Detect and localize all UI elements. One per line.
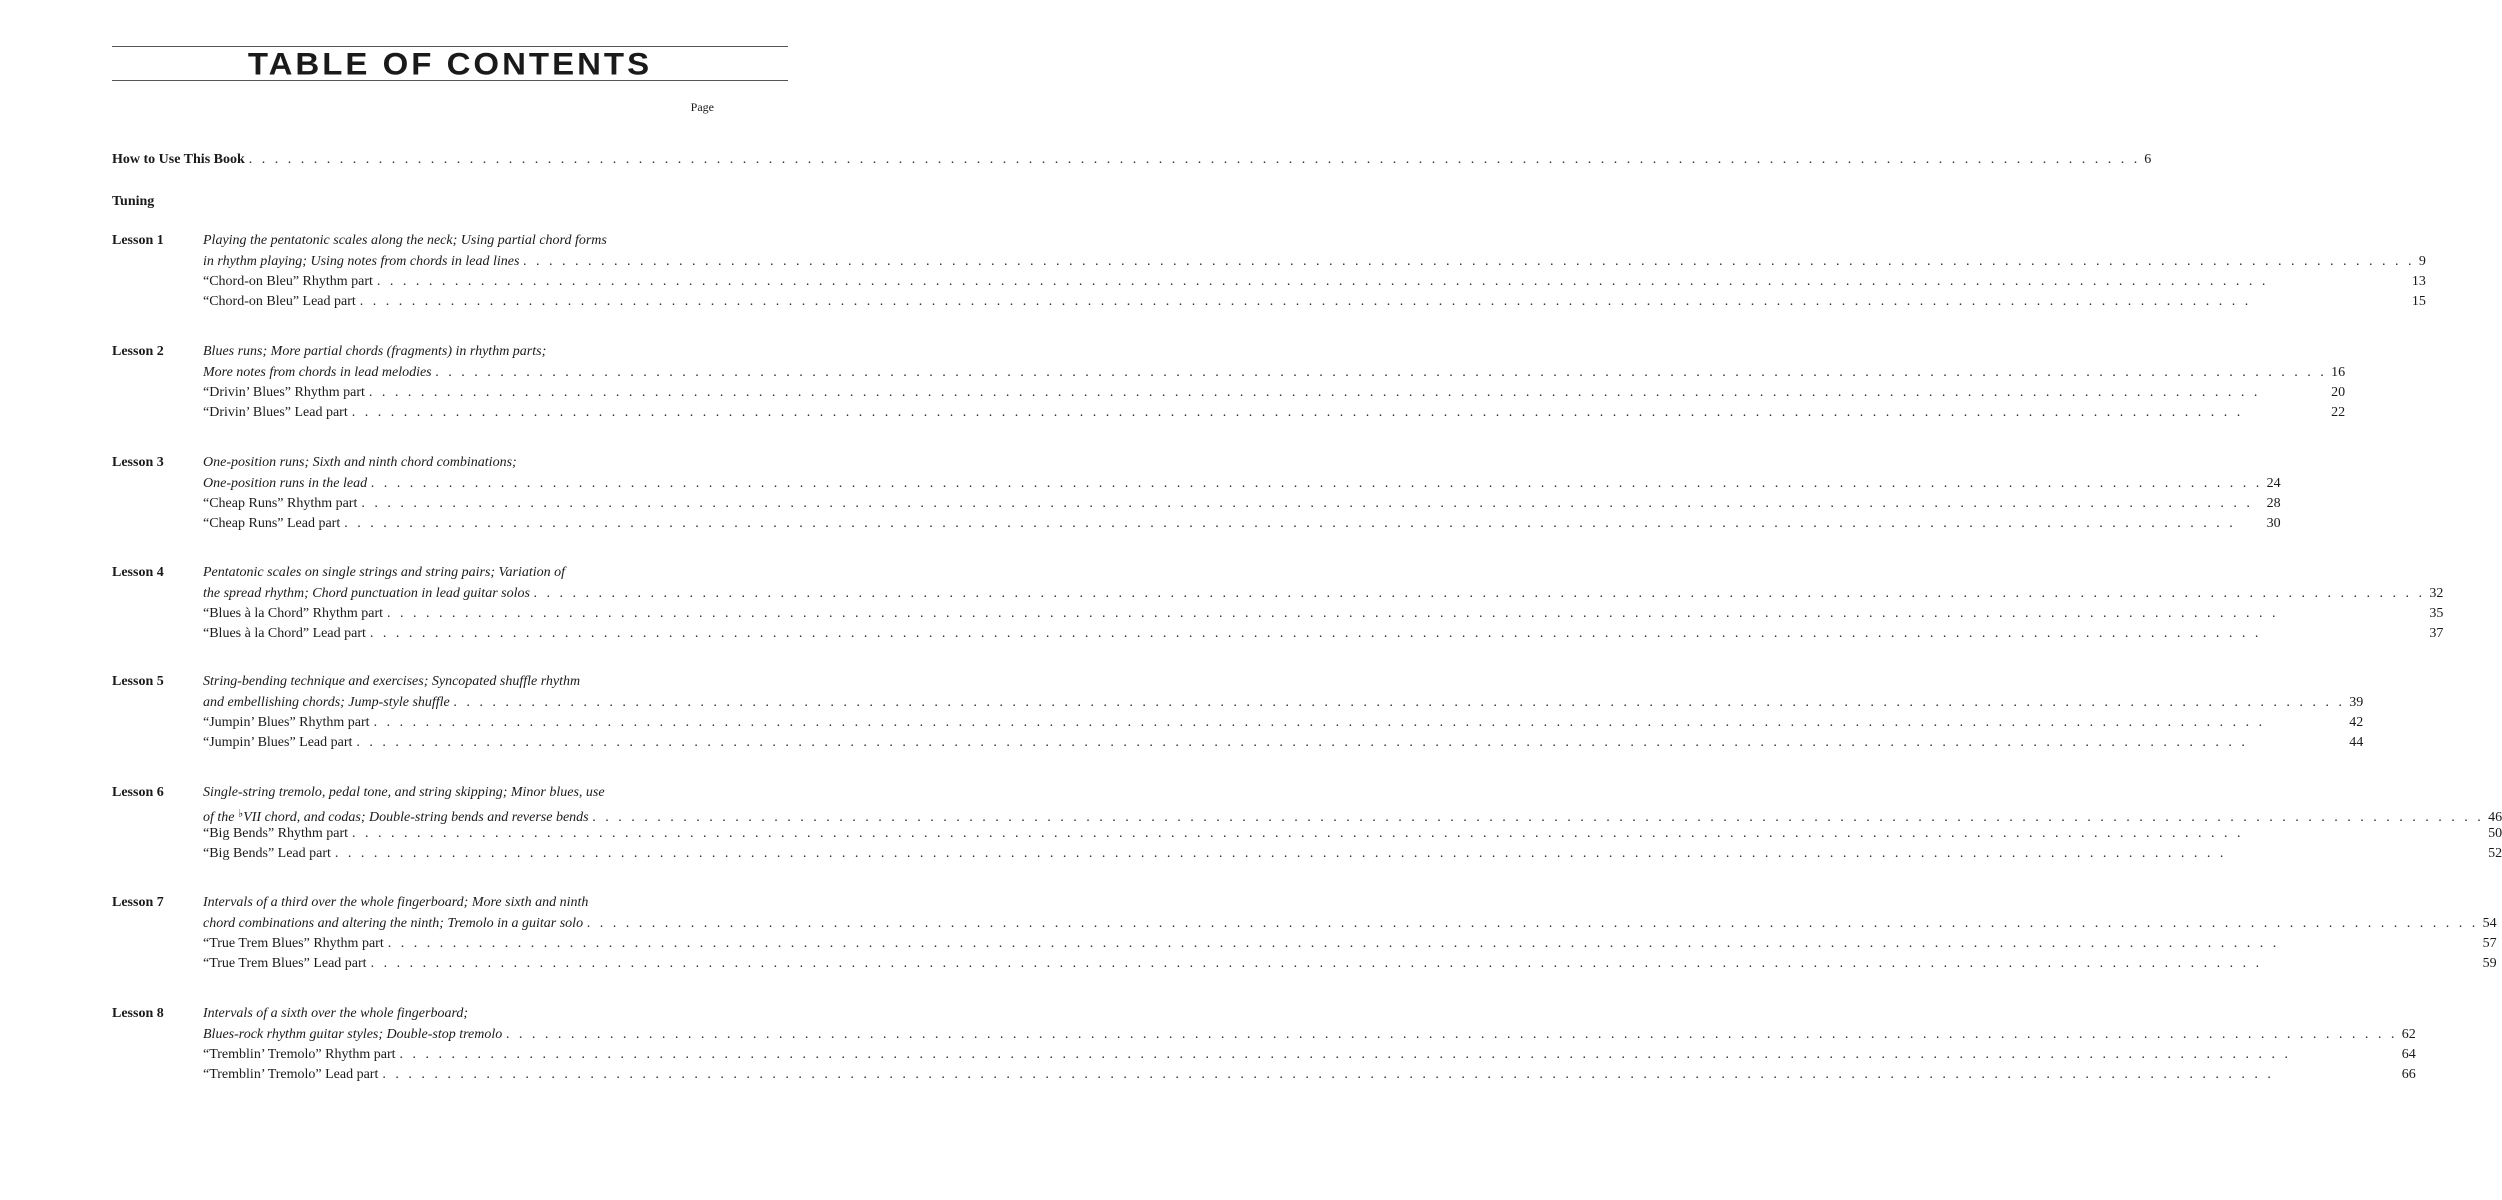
entry-label: “Big Bends” Lead part [203,845,331,861]
toc-entry-song-part[interactable] [203,624,2443,644]
entry-label: Tuning [112,194,155,209]
toc-entry-song-part[interactable] [203,824,2502,844]
entry-page-number: 42 [2349,714,2364,730]
entry-label: “Jumpin’ Blues” Lead part [203,734,353,750]
toc-entry-song-part[interactable] [203,383,2345,403]
toc-entry-song-part[interactable] [203,604,2443,624]
lesson-number: Lesson 5 [112,674,164,689]
dot-leader [249,150,2141,170]
entry-label: “True Trem Blues” Rhythm part [203,935,384,951]
lesson-3 [112,453,2281,534]
entry-label: “Blues à la Chord” Rhythm part [203,605,384,621]
dot-leader [377,272,2408,293]
toc-entry-song-part[interactable] [203,934,2497,954]
lesson-description-line: One-position runs in the lead [203,475,368,491]
toc-entry-song-part[interactable] [203,954,2497,974]
toc-entry-lesson-description[interactable] [203,1025,2416,1045]
dot-leader [523,252,2415,273]
toc-entry-song-part[interactable] [203,403,2345,423]
title-rule-bottom [112,80,788,81]
dot-leader [361,494,2262,515]
dot-leader [369,383,2327,404]
entry-label: “Blues à la Chord” Lead part [203,625,366,641]
lesson-description-line: the spread rhythm; Chord punctuation in lead guitar solos [203,585,530,601]
entry-page-number: 50 [2488,825,2502,841]
entry-page-number: 20 [2331,384,2346,400]
toc-entry-lesson-description[interactable] [203,474,2281,494]
lesson-7 [112,893,2497,974]
entry-page-number: 22 [2331,404,2346,420]
page-title: TABLE OF CONTENTS [247,45,653,82]
lesson-number: Lesson 7 [112,895,164,910]
lesson-description-text: VII chord, and codas; Double-string bends and reverse bends [243,809,589,825]
lesson-number: Lesson 8 [112,1006,164,1021]
entry-label: “Tremblin’ Tremolo” Lead part [203,1066,379,1082]
dot-leader [344,514,2262,535]
toc-entry-song-part[interactable] [203,292,2426,312]
entry-label: “Cheap Runs” Lead part [203,515,341,531]
entry-label: “Big Bends” Rhythm part [203,825,349,841]
entry-page-number: 46 [2488,809,2502,825]
entry-label: How to Use This Book [112,152,245,167]
entry-label: “Tremblin’ Tremolo” Rhythm part [203,1046,396,1062]
entry-label: “Chord-on Bleu” Rhythm part [203,273,373,289]
entry-page-number: 9 [2418,253,2426,269]
dot-leader [360,292,2408,313]
entry-page-number: 39 [2349,694,2364,710]
lesson-description-line: and embellishing chords; Jump-style shuffle [203,694,450,710]
dot-leader [506,1025,2398,1046]
entry-page-number: 30 [2266,515,2281,531]
entry-page-number: 24 [2266,475,2281,491]
toc-entry-tuning[interactable] [112,192,708,212]
dot-leader [534,584,2426,605]
entry-page-number: 54 [2482,915,2497,931]
entry-page-number: 15 [2411,293,2426,309]
lesson-description-line: in rhythm playing; Using notes from chords in lead lines [203,253,520,269]
lesson-8 [112,1004,2416,1085]
lesson-description-prefix: of the [203,809,235,825]
toc-entry-song-part[interactable] [203,733,2363,753]
lesson-description-line: Blues-rock rhythm guitar styles; Double-stop tremolo [203,1026,503,1042]
lesson-number: Lesson 2 [112,344,164,359]
lesson-number: Lesson 1 [112,233,164,248]
lesson-description-line: Single-string tremolo, pedal tone, and string skipping; Minor blues, use [203,785,605,800]
toc-entry-song-part[interactable] [203,272,2426,292]
dot-leader [374,713,2346,734]
entry-page-number: 32 [2429,585,2444,601]
entry-label: “True Trem Blues” Lead part [203,955,367,971]
lesson-description-line: chord combinations and altering the ninth; Tremolo in a guitar solo [203,915,584,931]
toc-entry-song-part[interactable] [203,494,2281,514]
entry-page-number: 44 [2349,734,2364,750]
dot-leader [400,1045,2398,1066]
entry-page-number: 6 [2144,152,2152,167]
lesson-description-line: Pentatonic scales on single strings and string pairs; Variation of [203,565,566,580]
lesson-6 [112,783,2502,864]
toc-entry-lesson-description[interactable] [203,363,2345,383]
toc-entry-lesson-description[interactable] [203,584,2443,604]
lesson-description-line: Playing the pentatonic scales along the neck; Using partial chord forms [203,233,607,248]
toc-entry-lesson-description[interactable] [203,914,2497,934]
toc-entry-song-part[interactable] [203,514,2281,534]
toc-entry-lesson-description[interactable] [203,693,2363,713]
dot-leader [335,844,2484,865]
dot-leader [352,403,2327,424]
entry-label: “Cheap Runs” Rhythm part [203,495,358,511]
lesson-2 [112,342,2346,423]
entry-page-number: 66 [2401,1066,2416,1082]
entry-page-number: 52 [2488,845,2502,861]
dot-leader [371,954,2479,975]
entry-label: “Chord-on Bleu” Lead part [203,293,356,309]
toc-entry-lesson-description[interactable] [203,804,2502,824]
dot-leader [370,624,2426,645]
entry-page-number: 28 [2266,495,2281,511]
page-column-label: Page [690,100,714,114]
entry-page-number: 62 [2401,1026,2416,1042]
dot-leader [436,363,2328,384]
entry-label: “Drivin’ Blues” Rhythm part [203,384,365,400]
entry-page-number: 16 [2331,364,2346,380]
dot-leader [382,1065,2397,1086]
lesson-5 [112,672,2364,753]
lesson-description-line: Blues runs; More partial chords (fragments) in rhythm parts; [203,344,547,359]
dot-leader [387,604,2425,625]
entry-page-number: 35 [2429,605,2444,621]
lesson-description-line: One-position runs; Sixth and ninth chord combinations; [203,455,517,470]
entry-page-number: 59 [2482,955,2497,971]
lesson-description-line: String-bending technique and exercises; Syncopated shuffle rhythm [203,674,581,689]
lesson-1 [112,231,2426,312]
lesson-description-line: Intervals of a sixth over the whole fingerboard; [203,1006,469,1021]
dot-leader [587,914,2479,935]
toc-entry-song-part[interactable] [203,713,2363,733]
lesson-number: Lesson 4 [112,565,164,580]
entry-page-number: 37 [2429,625,2444,641]
entry-label: “Jumpin’ Blues” Rhythm part [203,714,370,730]
dot-leader [356,733,2345,754]
entry-page-number: 64 [2401,1046,2416,1062]
toc-entry-song-part[interactable] [203,1065,2416,1085]
entry-label: “Drivin’ Blues” Lead part [203,404,348,420]
entry-page-number: 13 [2411,273,2426,289]
flat-symbol: ♭ [238,807,244,820]
dot-leader [352,824,2484,845]
lesson-description-line: More notes from chords in lead melodies [203,364,432,380]
dot-leader [371,474,2263,495]
dot-leader [388,934,2479,955]
lesson-4 [112,563,2444,644]
toc-entry-how-to-use[interactable] [112,150,2152,170]
entry-page-number: 57 [2482,935,2497,951]
toc-entry-lesson-description[interactable] [203,252,2426,272]
dot-leader [454,693,2346,714]
lesson-number: Lesson 6 [112,785,164,800]
lesson-number: Lesson 3 [112,455,164,470]
toc-entry-song-part[interactable] [203,1045,2416,1065]
toc-entry-song-part[interactable] [203,844,2502,864]
lesson-description-line: Intervals of a third over the whole fingerboard; More sixth and ninth [203,895,589,910]
